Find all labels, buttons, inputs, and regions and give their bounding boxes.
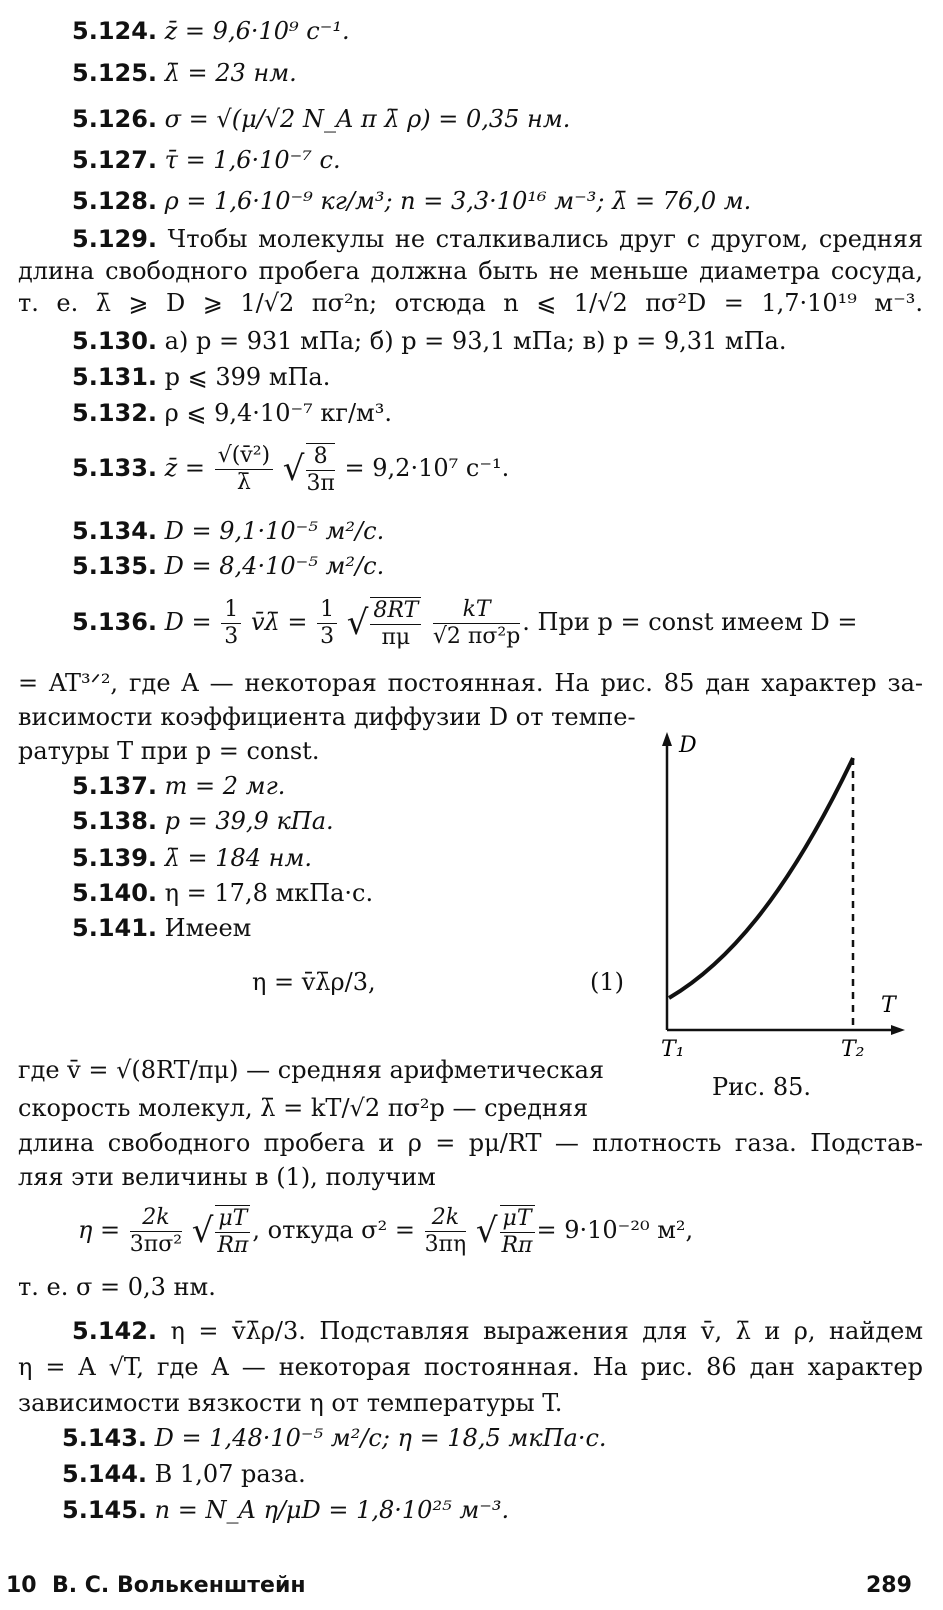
answer-number: 5.133. bbox=[72, 454, 158, 482]
answer-5-132 bbox=[72, 398, 392, 428]
answer-5-141 bbox=[72, 913, 251, 943]
answer-number: 5.140. bbox=[72, 879, 158, 907]
answer-number: 5.132. bbox=[72, 399, 158, 427]
answer-5-136-line-3: висимости коэффициента диффузии D от темпе- bbox=[18, 703, 636, 731]
answer-5-144 bbox=[62, 1459, 306, 1489]
answer-number: 5.137. bbox=[72, 772, 158, 800]
answer-number: 5.129. bbox=[72, 225, 158, 253]
answer-5-129-line-2: длина свободного пробега должна быть не меньше диаметра сосуда, bbox=[18, 257, 923, 285]
denominator: πμ bbox=[381, 624, 411, 650]
answer-number: 5.139. bbox=[72, 844, 158, 872]
answer-5-142-line-2: η = A √T, где A — некоторая постоянная. На рис. 86 дан характер bbox=[18, 1353, 923, 1381]
fraction bbox=[425, 1205, 467, 1258]
answer-number: 5.130. bbox=[72, 327, 158, 355]
answer-5-130 bbox=[72, 326, 786, 356]
page-number: 289 bbox=[866, 1573, 912, 1598]
answer-number: 5.143. bbox=[62, 1424, 148, 1452]
numerator: 2k bbox=[425, 1205, 467, 1232]
numerator: 8 bbox=[306, 444, 334, 471]
answer-number: 5.135. bbox=[72, 552, 158, 580]
answer-text: ρ ⩽ 9,4·10⁻⁷ кг/м³. bbox=[157, 399, 392, 427]
fraction bbox=[306, 443, 334, 497]
fraction bbox=[370, 597, 421, 651]
denominator: λ̄ bbox=[236, 470, 251, 495]
answer-number: 5.134. bbox=[72, 517, 158, 545]
formula-mid: v̄λ̄ = bbox=[250, 608, 308, 636]
answer-text: D = 8,4·10⁻⁵ м²/с. bbox=[157, 552, 385, 580]
diffusion-curve bbox=[669, 758, 853, 998]
answer-5-129-line-3: т. е. λ̄ ⩾ D ⩾ 1/√2 πσ²n; отсюда n ⩽ 1/√2 πσ²D = 1,7·10¹⁹ м⁻³. bbox=[18, 289, 923, 317]
denominator: 3πσ² bbox=[129, 1232, 183, 1257]
answer-number: 5.141. bbox=[72, 914, 158, 942]
answer-text: D = 1,48·10⁻⁵ м²/с; η = 18,5 мкПа·с. bbox=[147, 1424, 607, 1452]
answer-5-143 bbox=[62, 1423, 607, 1453]
answer-text: а) p = 931 мПа; б) p = 93,1 мПа; в) p = 9,31 мПа. bbox=[157, 327, 787, 355]
answer-text: D = 9,1·10⁻⁵ м²/с. bbox=[157, 517, 385, 545]
answer-text: В 1,07 раза. bbox=[147, 1460, 306, 1488]
answer-text: Имеем bbox=[157, 914, 252, 942]
answer-5-141-line-2: скорость молекул, λ̄ = kT/√2 πσ²p — средняя bbox=[18, 1094, 589, 1122]
numerator: μT bbox=[500, 1206, 535, 1233]
answer-text: p = 39,9 кПа. bbox=[157, 807, 334, 835]
denominator: 3πη bbox=[424, 1232, 467, 1257]
denominator: √2 πσ²p bbox=[432, 624, 521, 649]
answer-number: 5.142. bbox=[72, 1317, 158, 1345]
answer-number: 5.126. bbox=[72, 105, 158, 133]
fraction bbox=[215, 1205, 250, 1259]
fraction bbox=[500, 1205, 535, 1259]
y-axis-label: D bbox=[679, 733, 697, 758]
answer-5-124 bbox=[72, 16, 350, 46]
answer-number: 5.127. bbox=[72, 146, 158, 174]
answer-5-139 bbox=[72, 843, 312, 873]
t2-label: T₂ bbox=[841, 1037, 865, 1062]
numerator: 8RT bbox=[370, 598, 421, 625]
x-axis-label: T bbox=[881, 993, 896, 1018]
answer-5-127 bbox=[72, 145, 341, 175]
t1-label: T₁ bbox=[661, 1037, 685, 1062]
answer-5-131 bbox=[72, 362, 330, 392]
answer-number: 5.131. bbox=[72, 363, 158, 391]
answer-number: 5.128. bbox=[72, 187, 158, 215]
formula-tail: . При p = const имеем D = bbox=[522, 608, 858, 636]
answer-5-142-line-1 bbox=[18, 1316, 923, 1346]
answer-5-141-line-5: т. е. σ = 0,3 нм. bbox=[18, 1273, 216, 1301]
equation-viscosity bbox=[78, 1200, 693, 1261]
footer-author: В. С. Волькенштейн bbox=[52, 1573, 306, 1598]
answer-5-142-line-3: зависимости вязкости η от температуры T. bbox=[18, 1389, 563, 1417]
answer-number: 5.136. bbox=[72, 608, 158, 636]
equation-1: η = v̄λ̄ρ/3, bbox=[252, 968, 376, 996]
denominator: 3π bbox=[306, 470, 335, 496]
equation-number: (1) bbox=[590, 968, 624, 996]
formula-rhs: = 9·10⁻²⁰ м², bbox=[536, 1216, 694, 1244]
denominator: Rπ bbox=[501, 1232, 533, 1258]
radical-sign: √ bbox=[191, 1211, 214, 1251]
y-axis-arrow-icon bbox=[662, 732, 672, 746]
answer-5-133 bbox=[72, 440, 509, 497]
answer-5-137 bbox=[72, 771, 285, 801]
answer-number: 5.138. bbox=[72, 807, 158, 835]
numerator: kT bbox=[433, 597, 520, 624]
answer-5-145 bbox=[62, 1495, 509, 1525]
fraction bbox=[215, 443, 273, 496]
answer-number: 5.144. bbox=[62, 1460, 148, 1488]
answer-number: 5.125. bbox=[72, 59, 158, 87]
answer-text: m = 2 мг. bbox=[157, 772, 286, 800]
formula-lhs: η = bbox=[78, 1216, 121, 1244]
answer-5-140 bbox=[72, 878, 373, 908]
fraction bbox=[433, 597, 520, 650]
denominator: Rπ bbox=[217, 1232, 249, 1258]
answer-text: τ̄ = 1,6·10⁻⁷ с. bbox=[157, 146, 341, 174]
answer-5-126 bbox=[72, 104, 570, 134]
figure-85-diffusion-graph bbox=[635, 730, 915, 1070]
answer-5-141-line-1: где v̄ = √(8RT/πμ) — средняя арифметическая bbox=[18, 1056, 605, 1084]
radical-sign: √ bbox=[346, 603, 369, 643]
answer-5-138 bbox=[72, 806, 334, 836]
formula-lhs: z̄ = bbox=[157, 454, 206, 482]
answer-text: η = 17,8 мкПа·с. bbox=[157, 879, 374, 907]
answer-text: ρ = 1,6·10⁻⁹ кг/м³; n = 3,3·10¹⁶ м⁻³; λ̄ = 76,0 м. bbox=[157, 187, 752, 215]
answer-text: η = v̄λ̄ρ/3. Подставляя выражения для v̄, λ̄ и ρ, найдем bbox=[170, 1317, 923, 1345]
answer-number: 5.124. bbox=[72, 17, 158, 45]
answer-5-141-line-4: ляя эти величины в (1), получим bbox=[18, 1163, 436, 1191]
x-axis-arrow-icon bbox=[891, 1025, 905, 1035]
fraction bbox=[130, 1205, 182, 1258]
numerator: √(v̄²) bbox=[215, 443, 273, 470]
formula-rhs: = 9,2·10⁷ с⁻¹. bbox=[344, 454, 510, 482]
answer-5-136-line-1 bbox=[72, 592, 858, 653]
answer-text: λ̄ = 23 нм. bbox=[157, 59, 297, 87]
answer-text: p ⩽ 399 мПа. bbox=[157, 363, 331, 391]
answer-5-125 bbox=[72, 58, 297, 88]
figure-caption: Рис. 85. bbox=[712, 1073, 812, 1101]
formula-mid: , откуда σ² = bbox=[252, 1216, 415, 1244]
formula-lhs: D = bbox=[164, 608, 212, 636]
answer-5-141-line-3: длина свободного пробега и ρ = pμ/RT — плотность газа. Подстав- bbox=[18, 1129, 923, 1157]
answer-5-129-line-1 bbox=[18, 224, 923, 254]
answer-5-136-line-2: = AT³ᐟ², где A — некоторая постоянная. На рис. 85 дан характер за- bbox=[18, 669, 923, 697]
fraction-one-third: $\frac{1}{3}$ bbox=[317, 597, 337, 650]
radical-sign: √ bbox=[475, 1211, 498, 1251]
answer-5-136-line-4: ратуры T при p = const. bbox=[18, 737, 320, 765]
answer-text: z̄ = 9,6·10⁹ с⁻¹. bbox=[157, 17, 350, 45]
answer-text: Чтобы молекулы не сталкивались друг с другом, средняя bbox=[167, 225, 923, 253]
answer-text: n = N_A η/μD = 1,8·10²⁵ м⁻³. bbox=[147, 1496, 510, 1524]
numerator: 2k bbox=[130, 1205, 182, 1232]
answer-5-128 bbox=[72, 186, 751, 216]
answer-number: 5.145. bbox=[62, 1496, 148, 1524]
answer-text: λ̄ = 184 нм. bbox=[157, 844, 313, 872]
answer-text: σ = √(μ/√2 N_A π λ̄ ρ) = 0,35 нм. bbox=[157, 105, 571, 133]
answer-5-134 bbox=[72, 516, 384, 546]
answer-5-135 bbox=[72, 551, 384, 581]
fraction-one-third: $\frac{1}{3}$ bbox=[221, 597, 241, 650]
radical-sign: √ bbox=[282, 449, 305, 489]
numerator: μT bbox=[215, 1206, 250, 1233]
signature-mark: 10 bbox=[6, 1573, 37, 1598]
